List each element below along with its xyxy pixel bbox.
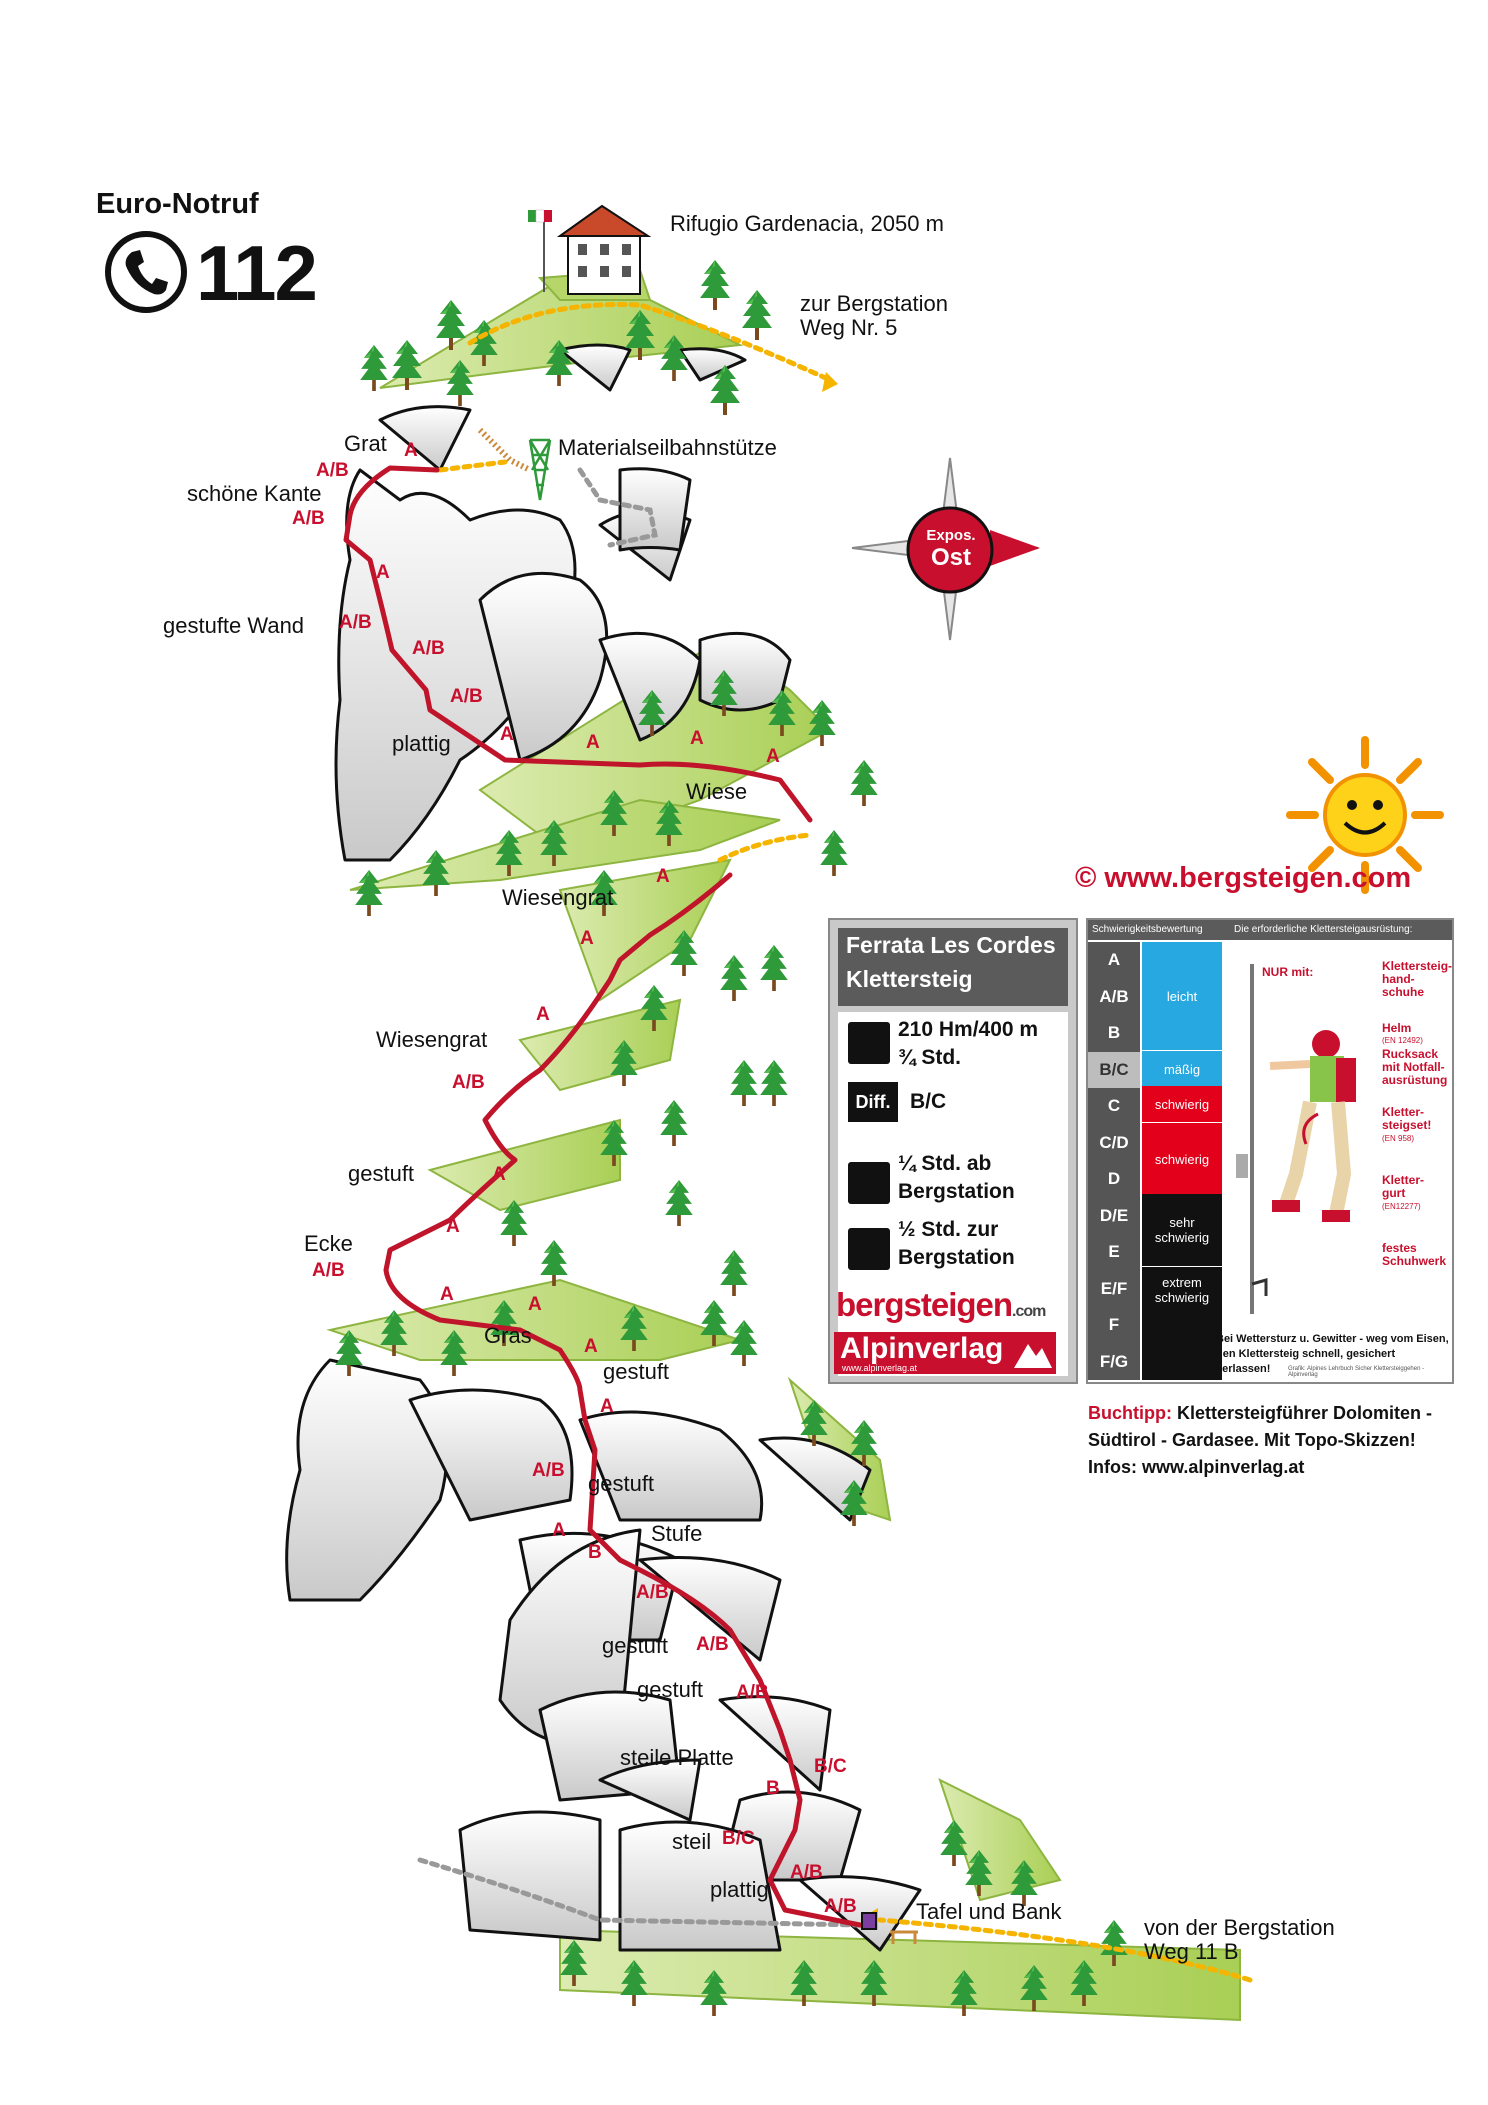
eq-steigset: [1382, 1106, 1431, 1132]
legend-header-left: Schwierigkeitsbewertung: [1092, 924, 1203, 935]
cableway-pylon-icon: [530, 440, 550, 500]
book-tip-line-1: Klettersteigführer Dolomiten -: [1171, 1403, 1433, 1423]
route-info-box: [828, 918, 1078, 1384]
mountain-logo-icon: [1014, 1338, 1052, 1368]
difficulty-value: B/C: [910, 1090, 947, 1113]
band-leicht: leicht: [1142, 942, 1222, 1050]
exposition-badge: [916, 525, 986, 569]
legend-header-right: Die erforderliche Klettersteigausrüstung:: [1234, 924, 1413, 935]
exposition-value: Ost: [930, 544, 971, 571]
grade-label: A: [584, 1336, 598, 1357]
label-steil: steil: [672, 1829, 712, 1854]
eq-schuh-line-2: Schuhwerk: [1382, 1254, 1447, 1268]
weather-warning-line-2: den Klettersteig schnell, gesichert verlassen!: [1216, 1348, 1396, 1375]
grade-label: A: [528, 1294, 542, 1315]
grade-label: A/B: [339, 612, 372, 633]
label-von-bergstation-1: von der Bergstation: [1144, 1915, 1335, 1940]
grade-scale-cell: F: [1108, 1315, 1120, 1334]
descent-info: [898, 1216, 1015, 1272]
alpinverlag-logo-url: www.alpinverlag.at: [842, 1363, 918, 1373]
book-tip-line-3: Infos: www.alpinverlag.at: [1088, 1457, 1305, 1477]
grade-label: A: [446, 1216, 460, 1237]
grade-scale-cell: D/E: [1099, 1205, 1129, 1225]
grade-label: A/B: [450, 686, 483, 707]
eq-gurt-norm: (EN12277): [1382, 1202, 1421, 1211]
climber-height-icon: [848, 1022, 890, 1064]
descent-line-2: Bergstation: [898, 1246, 1015, 1269]
eq-helm: Helm: [1382, 1021, 1412, 1035]
label-grat: Grat: [344, 431, 387, 456]
route-title-line-2: Klettersteig: [846, 966, 973, 992]
label-wiesengrat-2: Wiesengrat: [376, 1027, 488, 1052]
copyright-url: © www.bergsteigen.com: [1075, 862, 1412, 894]
info-board-icon: [862, 1913, 876, 1929]
grade-scale-cell: A: [1107, 950, 1121, 969]
band-schwierig-1: schwierig: [1142, 1086, 1222, 1122]
phone-icon: [104, 230, 188, 314]
grade-label: A/B: [292, 508, 325, 529]
band-extrem-line-2: schwierig: [1154, 1290, 1210, 1305]
grade-label: A: [580, 928, 594, 949]
eq-set-line-2: steigset!: [1382, 1118, 1432, 1132]
eq-handschuhe: [1382, 960, 1452, 999]
hiker-approach-icon: [848, 1162, 890, 1204]
approach-line-2: Bergstation: [898, 1180, 1015, 1203]
eq-set-line-1: Kletter-: [1382, 1105, 1425, 1119]
grade-label: A: [766, 746, 780, 767]
label-gras: Gras: [484, 1323, 532, 1348]
grade-label: A/B: [696, 1634, 729, 1655]
grade-scale-cell: B: [1107, 1023, 1121, 1042]
eq-rucksack-line-2: mit Notfall-: [1382, 1060, 1445, 1074]
height-line-1: 210 Hm/400 m: [898, 1018, 1039, 1041]
alpinverlag-logo: [834, 1332, 1056, 1374]
grade-label: A/B: [452, 1072, 485, 1093]
rifugio-hut-icon: [528, 206, 650, 300]
grade-scale-cell: B/C: [1088, 1052, 1140, 1088]
grade-label: A/B: [412, 638, 445, 659]
label-schoene-kante: schöne Kante: [187, 481, 322, 506]
band-extrem-schwierig: [1142, 1266, 1222, 1380]
grade-label: A/B: [824, 1896, 857, 1917]
label-gestuft-2: gestuft: [603, 1359, 670, 1384]
grade-scale-cell: C: [1107, 1096, 1121, 1115]
grade-label: A: [552, 1520, 566, 1541]
weather-warning-line-1: Bei Wettersturz u. Gewitter - weg vom Eisen,: [1216, 1333, 1449, 1345]
book-tip-line-2: Südtirol - Gardasee. Mit Topo-Skizzen!: [1088, 1430, 1416, 1450]
grade-label: B: [766, 1778, 780, 1799]
grade-label: A/B: [532, 1460, 565, 1481]
grade-label: A: [440, 1284, 454, 1305]
grade-label: A: [536, 1004, 550, 1025]
band-extrem-line-1: extrem: [1162, 1275, 1202, 1290]
label-ecke: Ecke: [304, 1231, 353, 1256]
label-tafel-bank: Tafel und Bank: [916, 1899, 1062, 1924]
band-sehr-line-1: sehr: [1169, 1215, 1195, 1230]
label-von-bergstation-2: Weg 11 B: [1144, 1939, 1239, 1964]
label-steile-platte: steile Platte: [620, 1745, 734, 1770]
label-materialseilbahn: Materialseilbahnstütze: [558, 435, 777, 460]
label-plattig-2: plattig: [710, 1877, 769, 1902]
alpinverlag-logo-text: Alpinverlag: [840, 1332, 1004, 1365]
label-gestuft-4: gestuft: [602, 1633, 669, 1658]
emergency-number: 112: [196, 229, 316, 317]
grade-label: A: [376, 562, 390, 583]
eq-gurt-line-2: gurt: [1382, 1186, 1406, 1200]
book-tip: [1088, 1400, 1432, 1481]
bergsteigen-logo-domain: .com: [1012, 1303, 1046, 1320]
grade-label: A/B: [312, 1260, 345, 1281]
route-title: [838, 928, 1068, 1006]
grade-scale-cell: F/G: [1099, 1351, 1129, 1371]
label-gestuft-3: gestuft: [588, 1471, 655, 1496]
exposition-label: Expos.: [926, 527, 976, 544]
emergency-title: Euro-Notruf: [96, 188, 259, 220]
label-bergstation-top-2: Weg Nr. 5: [800, 315, 898, 340]
bergsteigen-logo-text: bergsteigen: [836, 1286, 1013, 1323]
label-gestuft-1: gestuft: [348, 1161, 415, 1186]
nur-mit-label: NUR mit:: [1262, 965, 1314, 979]
grade-label: A: [656, 866, 670, 887]
eq-schuh-line-1: festes: [1382, 1241, 1417, 1255]
grade-label: A: [586, 732, 600, 753]
grade-label: A: [492, 1164, 506, 1185]
legend-credit: Grafik: Alpines Lehrbuch Sicher Klettersteiggehen - Alpinverlag: [1288, 1366, 1425, 1378]
label-wiesengrat-1: Wiesengrat: [502, 885, 614, 910]
grade-label: A: [690, 728, 704, 749]
label-gestuft-5: gestuft: [637, 1677, 704, 1702]
grade-scale-cell: C/D: [1099, 1132, 1129, 1152]
route-title-line-1: Ferrata Les Cordes: [846, 932, 1056, 958]
label-wiese: Wiese: [686, 779, 748, 804]
eq-gurt: [1382, 1174, 1424, 1200]
grade-scale-cell: D: [1107, 1169, 1121, 1188]
height-info: [898, 1016, 1038, 1072]
label-plattig-1: plattig: [392, 731, 451, 756]
grade-label: B: [588, 1542, 602, 1563]
grade-label: B/C: [722, 1828, 755, 1849]
book-tip-label: Buchtipp:: [1088, 1403, 1172, 1423]
eq-helm-norm: (EN 12492): [1382, 1036, 1423, 1045]
label-gestufte-wand: gestufte Wand: [163, 613, 305, 638]
grade-label: A/B: [316, 460, 349, 481]
grade-scale-cell: E/F: [1100, 1278, 1128, 1298]
eq-gurt-line-1: Kletter-: [1382, 1173, 1425, 1187]
band-schwierig-2: schwierig: [1142, 1122, 1222, 1195]
descent-line-1: ½ Std. zur: [898, 1218, 999, 1241]
band-sehr-line-2: schwierig: [1154, 1230, 1210, 1245]
grade-label: A: [500, 724, 514, 745]
band-sehr-schwierig: [1142, 1194, 1222, 1266]
grade-scale-cell: A/B: [1099, 986, 1129, 1006]
eq-handschuhe-line-2: hand-: [1382, 972, 1415, 986]
eq-schuhwerk: [1382, 1242, 1446, 1268]
bergsteigen-logo: [836, 1286, 1045, 1324]
grade-scale: [1088, 942, 1140, 1380]
label-stufe: Stufe: [651, 1521, 703, 1546]
difficulty-icon: Diff.: [848, 1082, 898, 1122]
grade-label: A/B: [736, 1682, 769, 1703]
legend-header: [1088, 920, 1452, 940]
grade-label: A: [404, 440, 418, 461]
eq-rucksack-line-1: Rucksack: [1382, 1047, 1439, 1061]
grade-label: A/B: [636, 1582, 669, 1603]
grade-label: B/C: [814, 1756, 847, 1777]
height-line-2: ¾ Std.: [898, 1046, 962, 1069]
eq-rucksack-line-3: ausrüstung: [1382, 1073, 1448, 1087]
label-rifugio: Rifugio Gardenacia, 2050 m: [670, 211, 944, 236]
grade-label: A: [600, 1396, 614, 1417]
grade-label: A/B: [790, 1862, 823, 1883]
eq-set-norm: (EN 958): [1382, 1134, 1415, 1143]
approach-info: [898, 1150, 1015, 1206]
grade-scale-cell: E: [1108, 1242, 1120, 1261]
hiker-descent-icon: [848, 1228, 890, 1270]
eq-handschuhe-line-1: Klettersteig-: [1382, 959, 1453, 973]
band-maessig: mäßig: [1142, 1050, 1222, 1087]
eq-rucksack: [1382, 1048, 1447, 1087]
eq-handschuhe-line-3: schuhe: [1382, 985, 1425, 999]
label-bergstation-top-1: zur Bergstation: [800, 291, 948, 316]
approach-line-1: ¼ Std. ab: [898, 1152, 992, 1175]
difficulty-legend: [1086, 918, 1454, 1384]
